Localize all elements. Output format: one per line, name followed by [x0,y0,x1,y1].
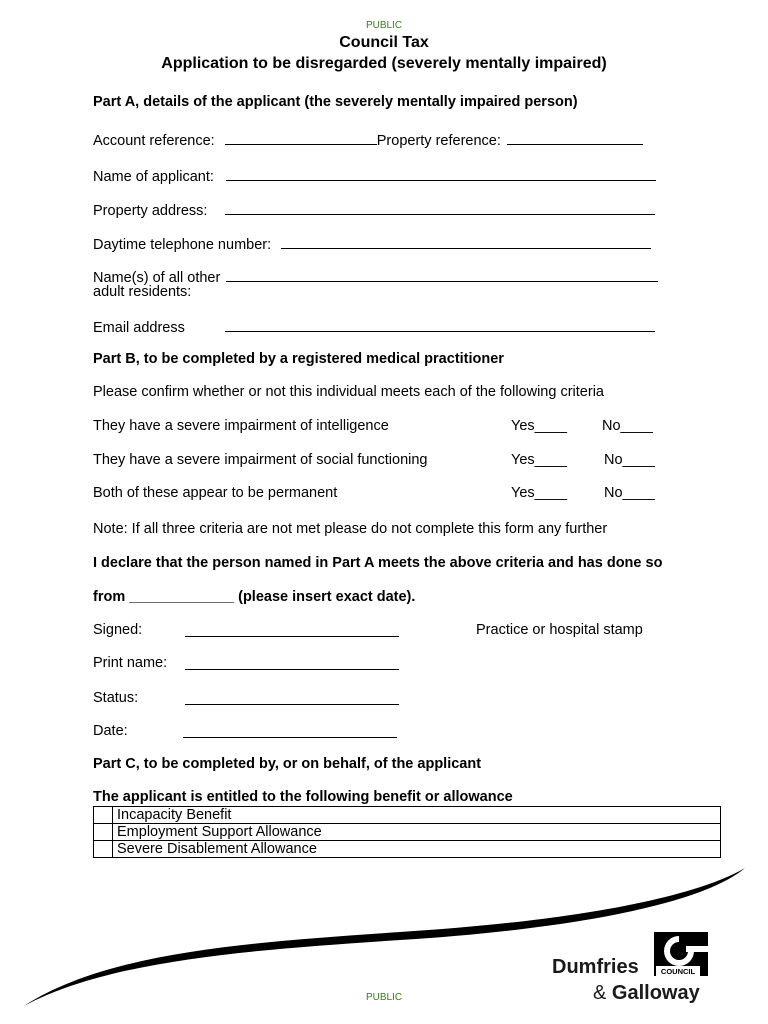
benefit-checkbox-1[interactable] [94,807,113,824]
residents-label-2: adult residents: [93,284,192,300]
criterion-1-yes[interactable]: Yes____ [511,418,567,434]
criterion-3-no[interactable]: No____ [604,485,655,501]
declaration-line-2[interactable]: from _____________ (please insert exact date). [93,589,416,605]
residents-field[interactable] [226,267,658,282]
date-field[interactable] [183,723,397,738]
table-row [94,807,721,824]
classification-bottom: PUBLIC [365,992,403,1003]
residents-label-1: Name(s) of all other [93,270,221,286]
email-label: Email address [93,320,185,336]
applicant-name-row [93,166,656,185]
criterion-2-no[interactable]: No____ [604,452,655,468]
part-b-intro: Please confirm whether or not this individual meets each of the following criteria [93,384,604,400]
email-field[interactable] [225,317,655,332]
account-reference-field[interactable] [225,130,377,145]
criterion-1-no[interactable]: No____ [602,418,653,434]
phone-field[interactable] [281,234,651,249]
date-label: Date: [93,723,128,739]
criteria-note: Note: If all three criteria are not met please do not complete this form any further [93,521,608,537]
signed-field[interactable] [185,622,399,637]
benefits-table [93,806,721,858]
applicant-name-field[interactable] [226,166,656,181]
logo-text-name: Galloway [611,982,700,1004]
part-b-heading: Part B, to be completed by a registered medical practitioner [93,351,504,367]
property-reference-label: Property reference: [376,133,501,149]
part-a-heading: Part A, details of the applicant (the severely mentally impaired person) [93,94,578,110]
criterion-1-text: They have a severe impairment of intelligence [93,418,389,434]
declaration-line-1: I declare that the person named in Part A meets the above criteria and has done so [93,555,663,571]
benefit-checkbox-3[interactable] [94,841,113,858]
logo-ampersand: & [593,982,607,1004]
criterion-2-yes[interactable]: Yes____ [511,452,567,468]
print-name-label: Print name: [93,655,168,671]
benefit-label-3: Severe Disablement Allowance [113,841,721,858]
signed-label: Signed: [93,622,143,638]
part-c-heading: Part C, to be completed by, or on behalf, of the applicant [93,756,482,772]
phone-label: Daytime telephone number: [93,237,272,253]
table-row [94,841,721,858]
stamp-label: Practice or hospital stamp [476,622,643,638]
account-reference-row [93,130,643,149]
logo-text-line1: Dumfries [552,956,639,978]
benefit-checkbox-2[interactable] [94,824,113,841]
print-name-field[interactable] [185,655,399,670]
part-c-subheading: The applicant is entitled to the following benefit or allowance [93,789,513,805]
form-title: Council Tax [339,34,429,51]
benefit-label-1: Incapacity Benefit [113,807,721,824]
email-row [93,317,655,336]
classification-top: PUBLIC [365,20,403,31]
phone-row [93,234,651,253]
logo-badge-text: COUNCIL [660,967,696,976]
criterion-3-text: Both of these appear to be permanent [93,485,338,501]
benefit-label-2: Employment Support Allowance [113,824,721,841]
status-field[interactable] [185,690,399,705]
property-address-label: Property address: [93,203,208,219]
property-address-field[interactable] [225,200,655,215]
account-reference-label: Account reference: [93,133,215,149]
property-address-row [93,200,655,219]
applicant-name-label: Name of applicant: [93,169,214,185]
property-reference-field[interactable] [507,130,643,145]
form-subtitle: Application to be disregarded (severely mentally impaired) [161,55,607,72]
table-row [94,824,721,841]
criterion-2-text: They have a severe impairment of social functioning [93,452,428,468]
status-label: Status: [93,690,139,706]
criterion-3-yes[interactable]: Yes____ [511,485,567,501]
